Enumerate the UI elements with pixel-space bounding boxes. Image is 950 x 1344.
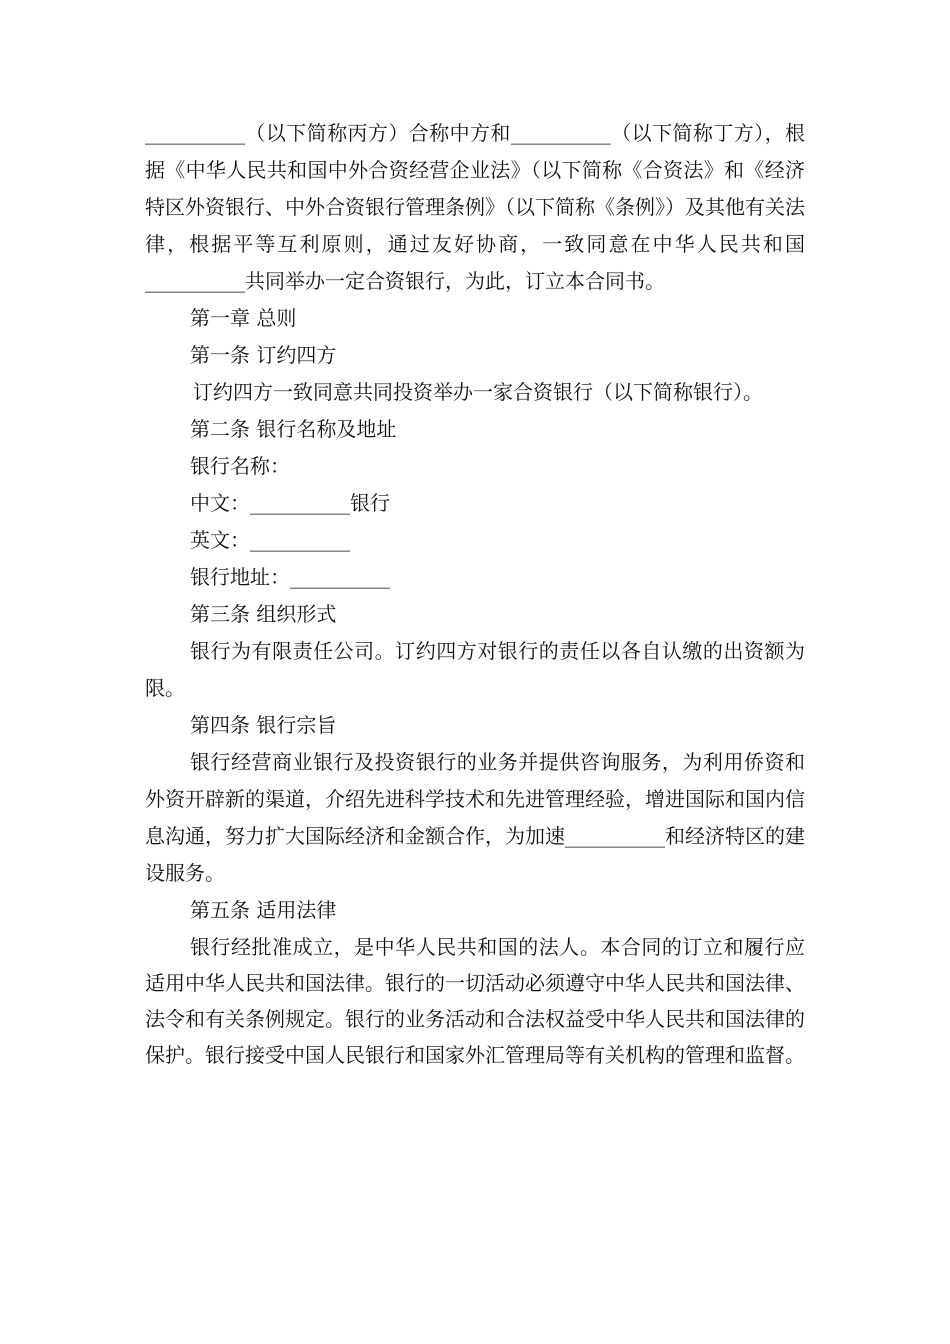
article-5-title: 第五条 适用法律 <box>190 898 337 922</box>
article-4-title: 第四条 银行宗旨 <box>190 713 337 737</box>
article-4-body: 银行经营商业银行及投资银行的业务并提供咨询服务，为利用侨资和外资开辟新的渠道，介绍先进科学技术和先进管理经验，增进国际和国内信息沟通，努力扩大国际经济和金额合作，为加速__________和经济特区的建设服务。 <box>145 750 805 885</box>
article-2-title: 第二条 银行名称及地址 <box>190 417 397 441</box>
article-1-title: 第一条 订约四方 <box>190 343 337 367</box>
article-2-address: 银行地址：__________ <box>190 565 390 589</box>
article-2-english-name: 英文：__________ <box>190 528 350 552</box>
article-1-body: 订约四方一致同意共同投资举办一家合资银行（以下简称银行）。 <box>193 380 763 404</box>
preamble-paragraph: __________（以下简称丙方）合称中方和__________（以下简称丁方），根据《中华人民共和国中外合资经营企业法》（以下简称《合资法》和《经济特区外资银行、中外合资银行管理条例》（以下简称《条例》）及其他有关法律，根据平等互利原则，通过友好协商，一致同意在中华人民共和国__________共同举办一定合资银行，为此，订立本合同书。 <box>145 121 805 293</box>
article-5-body: 银行经批准成立，是中华人民共和国的法人。本合同的订立和履行应适用中华人民共和国法律。银行的一切活动必须遵守中华人民共和国法律、法令和有关条例规定。银行的业务活动和合法权益受中华人民共和国法律的保护。银行接受中国人民银行和国家外汇管理局等有关机构的管理和监督。 <box>145 935 805 1067</box>
article-3-body: 银行为有限责任公司。订约四方对银行的责任以各自认缴的出资额为限。 <box>145 639 805 700</box>
article-2-chinese-name: 中文：__________银行 <box>190 491 390 515</box>
article-2-bank-name-label: 银行名称： <box>190 454 290 478</box>
document-page <box>145 115 805 1073</box>
chapter-1-title: 第一章 总则 <box>190 306 297 330</box>
article-3-title: 第三条 组织形式 <box>190 602 337 626</box>
